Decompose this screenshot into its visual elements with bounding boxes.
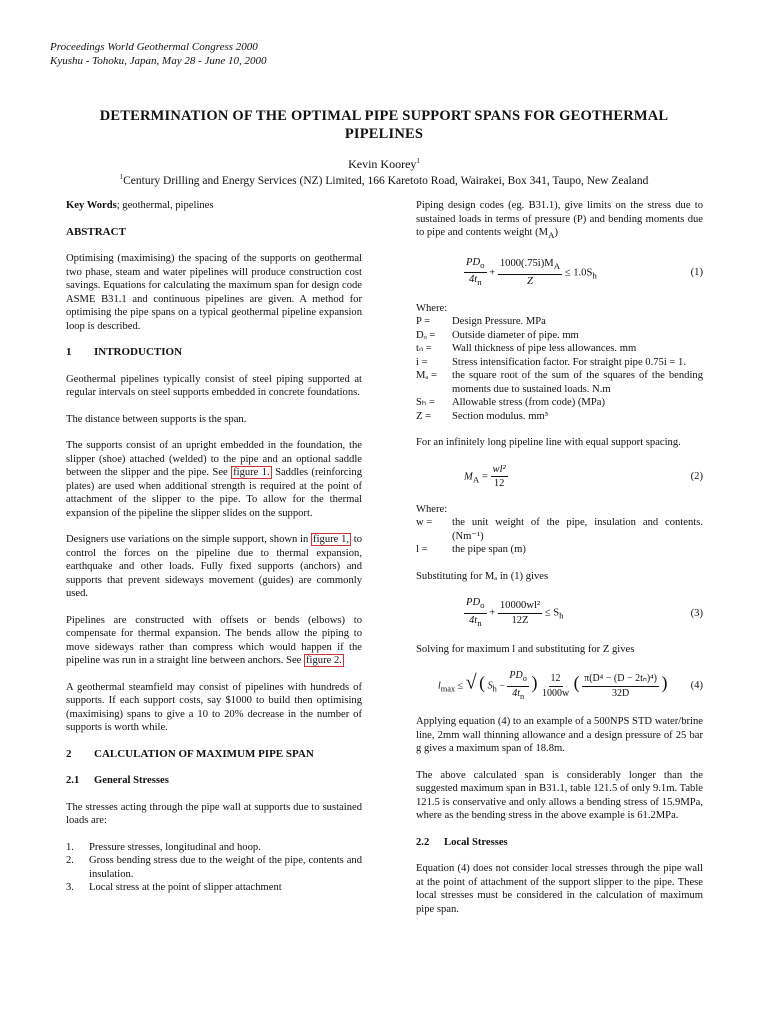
subscript: h	[592, 270, 597, 281]
paren-close: )	[531, 672, 538, 693]
section-number: 2.2	[416, 836, 430, 848]
eq-term: 4t	[468, 614, 478, 626]
definition-text: the unit weight of the pipe, insulation and contents. (Nm⁻¹)	[452, 517, 703, 542]
eq-term: 12Z	[511, 614, 529, 626]
eq-term: 1000w	[541, 687, 570, 699]
subscript: max	[440, 684, 456, 694]
fraction	[464, 256, 487, 290]
definition-symbol: Z =	[416, 410, 432, 422]
paren-open: (	[479, 672, 486, 693]
subscript: n	[519, 691, 525, 701]
subscript: o	[480, 600, 485, 611]
eq-operator: ≤	[457, 680, 464, 692]
definition-row	[416, 543, 703, 557]
paragraph-text: Pipelines are constructed with offsets or bends (elbows) to compensate for thermal expansion. The bends allow the piping to move sideways rather than compress which would happen if the pipeline was run in a straight line between anchors. See	[66, 614, 362, 666]
fraction	[582, 672, 659, 700]
paragraph: A geothermal steamfield may consist of pipelines with hundreds of supports. If each support costs, say $1000 to build then optimising (maximising) spans to give a 10 to 20% decrease in the number of supports is worth while.	[66, 681, 362, 733]
subscript: n	[477, 277, 482, 288]
section-title: INTRODUCTION	[94, 346, 183, 358]
eq-term: Z	[527, 275, 533, 287]
subscript: o	[480, 259, 485, 270]
definition-text: Allowable stress (from code) (MPa)	[452, 397, 605, 409]
paragraph-text: )	[554, 227, 559, 238]
paragraph-text: Designers use variations on the simple support, shown in	[66, 534, 312, 545]
section-title: General Stresses	[94, 775, 169, 786]
eq-term: PD	[466, 256, 481, 268]
definition-text: Design Pressure. MPa	[452, 316, 546, 328]
fraction	[540, 672, 571, 700]
paren-open: (	[573, 672, 580, 693]
paragraph-text: to control the forces on the pipeline due to thermal expansion, earthquake and other loads. Fully fixed supports (anchors) and supports that prevent sideways movement (guides) are commonly used.	[66, 534, 363, 599]
equation-3	[416, 596, 703, 630]
definition-row	[416, 396, 703, 410]
eq-term: ≤ 1.0S	[564, 267, 593, 279]
fraction	[464, 596, 487, 630]
eq-term: 32D	[611, 687, 630, 699]
equation-1	[416, 256, 703, 290]
eq-term: l	[438, 680, 441, 692]
list-number: 3.	[66, 882, 74, 893]
eq-term: 12	[549, 672, 563, 687]
paragraph	[66, 614, 362, 668]
paragraph: Equation (4) does not consider local stresses through the pipe wall at the point of attachment of the support slipper to the pipe. These local stresses must be considered in the calculation of maximum pipe span.	[416, 863, 703, 915]
section-title: CALCULATION OF MAXIMUM PIPE SPAN	[94, 747, 314, 760]
eq-term: 10000wl²	[498, 599, 542, 614]
definition-symbol: P =	[416, 316, 431, 328]
section-2-1-heading	[66, 774, 362, 788]
paper-title: DETERMINATION OF THE OPTIMAL PIPE SUPPORT SPANS FOR GEOTHERMAL PIPELINES	[99, 108, 669, 142]
definition-row	[416, 516, 703, 543]
paragraph: Solving for maximum l and substituting for Z gives	[416, 643, 635, 655]
author-name: Kevin Koorey	[348, 157, 417, 171]
definition-row	[416, 342, 703, 356]
proceedings-header	[50, 40, 267, 68]
eq-term: wl²	[492, 463, 506, 475]
abstract-heading: ABSTRACT	[66, 225, 126, 238]
list-number: 2.	[66, 855, 74, 866]
definition-symbol: w =	[416, 517, 433, 529]
eq-operator: −	[499, 680, 505, 692]
definition-symbol: Mₐ =	[416, 370, 437, 382]
affiliation-text: Century Drilling and Energy Services (NZ) Limited, 166 Karetoto Road, Wairakei, Box 341, Taupo, New Zealand	[123, 175, 649, 187]
equation-body	[416, 669, 677, 703]
definition-row	[416, 315, 703, 329]
section-2-2-heading	[416, 836, 703, 850]
affiliation-superscript: 1	[119, 173, 124, 182]
paragraph-text: Piping design codes (eg. B31.1), give limits on the stress due to sustained loads in terms of pressure (P) and bending moments due to pipe and contents weight (M	[416, 200, 703, 238]
equation-body	[416, 463, 677, 491]
paragraph-text: Saddles (reinforcing plates) are used when additional strength is required at the point of attachment of the slipper to the pipe. To allow for the thermal expansion of the pipeline the slipper slides on the support.	[66, 467, 363, 519]
equation-number: (2)	[690, 471, 703, 483]
list-item	[66, 881, 362, 895]
definition-symbol: l =	[416, 544, 428, 556]
eq-term: M	[464, 471, 473, 483]
keywords-label: Key Words	[66, 200, 117, 211]
definition-text: the pipe span (m)	[452, 544, 526, 556]
paragraph: The above calculated span is considerably longer than the suggested maximum span in B31.1, table 121.5 of only 9.1m. Table 121.5 is conservative and only allows a bending stress of 15.9MPa, where as the bending stress in the above example is 61.2MPa.	[416, 769, 703, 822]
subscript: o	[522, 674, 527, 684]
paragraph: Substituting for Mₐ in (1) gives	[416, 570, 549, 582]
definition-row	[416, 356, 703, 370]
fraction	[491, 463, 508, 491]
eq-term: PD	[466, 597, 481, 609]
subscript: h	[492, 684, 497, 694]
section-number: 2.1	[66, 775, 80, 786]
right-column	[416, 199, 703, 929]
proceedings-line-2: Kyushu - Tohoku, Japan, May 28 - June 10, 2000	[50, 55, 267, 67]
paragraph-text: The supports consist of an upright embedded in the foundation, the slipper (shoe) attached (welded) to the pipe and an optional saddle between the slipper and the pipe. See	[66, 440, 362, 478]
equation-number: (1)	[690, 266, 703, 278]
figure-1-link[interactable]: figure 1.	[233, 467, 270, 478]
paragraph: The stresses acting through the pipe wall at supports due to sustained loads are:	[66, 801, 362, 826]
abstract-text: Optimising (maximising) the spacing of the supports on geothermal two phase, steam and water pipelines will produce construction cost savings. Equations for calculating the maximum span for design code ASME B31.1 and continuous pipelines are given. A method for optimising the pipe spans on a typical geothermal pipeline expansion loop is described.	[66, 253, 362, 332]
section-number: 2	[66, 747, 72, 760]
author	[0, 157, 768, 172]
definition-text: the square root of the sum of the squares of the bending moments due to sustained loads. N.m	[452, 370, 703, 395]
section-number: 1	[66, 346, 72, 358]
subscript: n	[477, 618, 482, 629]
definition-symbol: tₙ =	[416, 343, 432, 355]
section-1-heading	[66, 346, 362, 360]
equation-2	[416, 463, 703, 491]
stress-list	[66, 841, 362, 895]
definition-row	[416, 369, 703, 396]
section-2-heading	[66, 748, 362, 762]
paragraph	[66, 439, 362, 520]
definitions-2	[416, 503, 703, 557]
list-number: 1.	[66, 841, 74, 853]
eq-term: π(D⁴ − (D − 2tₙ)⁴)	[582, 672, 659, 687]
proceedings-line-1: Proceedings World Geothermal Congress 2000	[50, 41, 258, 53]
paragraph: Geothermal pipelines typically consist of steel piping supported at regular intervals on steel supports embedded in concrete foundations.	[66, 373, 362, 398]
definition-text: Outside diameter of pipe. mm	[452, 329, 579, 341]
eq-term: 4t	[468, 274, 478, 286]
keywords	[66, 199, 362, 213]
definition-text: Stress intensification factor. For straight pipe 0.75i = 1.	[452, 356, 686, 368]
subscript: A	[472, 474, 480, 485]
figure-1-link[interactable]: figure 1,	[313, 534, 350, 545]
definition-symbol: Dₒ =	[416, 329, 436, 341]
keywords-text: ; geothermal, pipelines	[116, 200, 214, 211]
fraction	[507, 669, 529, 703]
list-item	[66, 854, 362, 881]
definition-text: Wall thickness of pipe less allowances. mm	[452, 343, 637, 355]
fraction	[498, 257, 562, 288]
paragraph: For an infinitely long pipeline line with equal support spacing.	[416, 437, 681, 449]
eq-term: S	[487, 680, 493, 692]
equation-number: (4)	[690, 680, 703, 692]
paragraph: The distance between supports is the span.	[66, 413, 247, 425]
where-label: Where:	[416, 503, 448, 515]
definition-text: Section modulus. mm³	[452, 410, 548, 422]
eq-operator: =	[481, 471, 488, 483]
subscript: A	[548, 230, 555, 241]
equation-number: (3)	[690, 607, 703, 619]
eq-term: 4t	[512, 687, 520, 699]
eq-operator: +	[489, 267, 496, 279]
section-title: Local Stresses	[444, 836, 508, 848]
list-item	[66, 841, 362, 855]
definition-symbol: Sₕ =	[416, 397, 435, 409]
equation-body	[416, 256, 677, 290]
list-text: Local stress at the point of slipper attachment	[89, 882, 282, 893]
paragraph	[66, 533, 362, 601]
subscript: h	[559, 610, 564, 621]
paragraph	[416, 199, 703, 243]
list-text: Pressure stresses, longitudinal and hoop.	[89, 841, 261, 853]
definitions-1	[416, 302, 703, 424]
fraction	[498, 599, 542, 627]
eq-operator: +	[489, 607, 496, 619]
definition-symbol: i =	[416, 356, 428, 368]
sqrt-symbol: √	[465, 671, 477, 694]
list-text: Gross bending stress due to the weight of the pipe, contents and insulation.	[89, 855, 362, 880]
affiliation	[0, 174, 768, 189]
eq-term: ≤ S	[544, 607, 560, 619]
definition-row	[416, 410, 703, 424]
left-column	[66, 199, 362, 895]
definition-row	[416, 329, 703, 343]
equation-body	[416, 596, 677, 630]
paren-close: )	[661, 672, 668, 693]
eq-term: 1000(.75i)M	[499, 258, 554, 270]
where-label: Where:	[416, 302, 448, 314]
figure-2-link[interactable]: figure 2.	[306, 655, 342, 666]
eq-term: PD	[509, 670, 523, 682]
author-superscript: 1	[416, 157, 420, 165]
subscript: A	[553, 261, 561, 272]
equation-4	[416, 669, 703, 703]
paragraph: Applying equation (4) to an example of a 500NPS STD water/brine line, 2mm wall thinning allowance and a design pressure of 25 bar g gives a maximum span of 18.8m.	[416, 716, 703, 755]
eq-term: 12	[493, 478, 505, 490]
